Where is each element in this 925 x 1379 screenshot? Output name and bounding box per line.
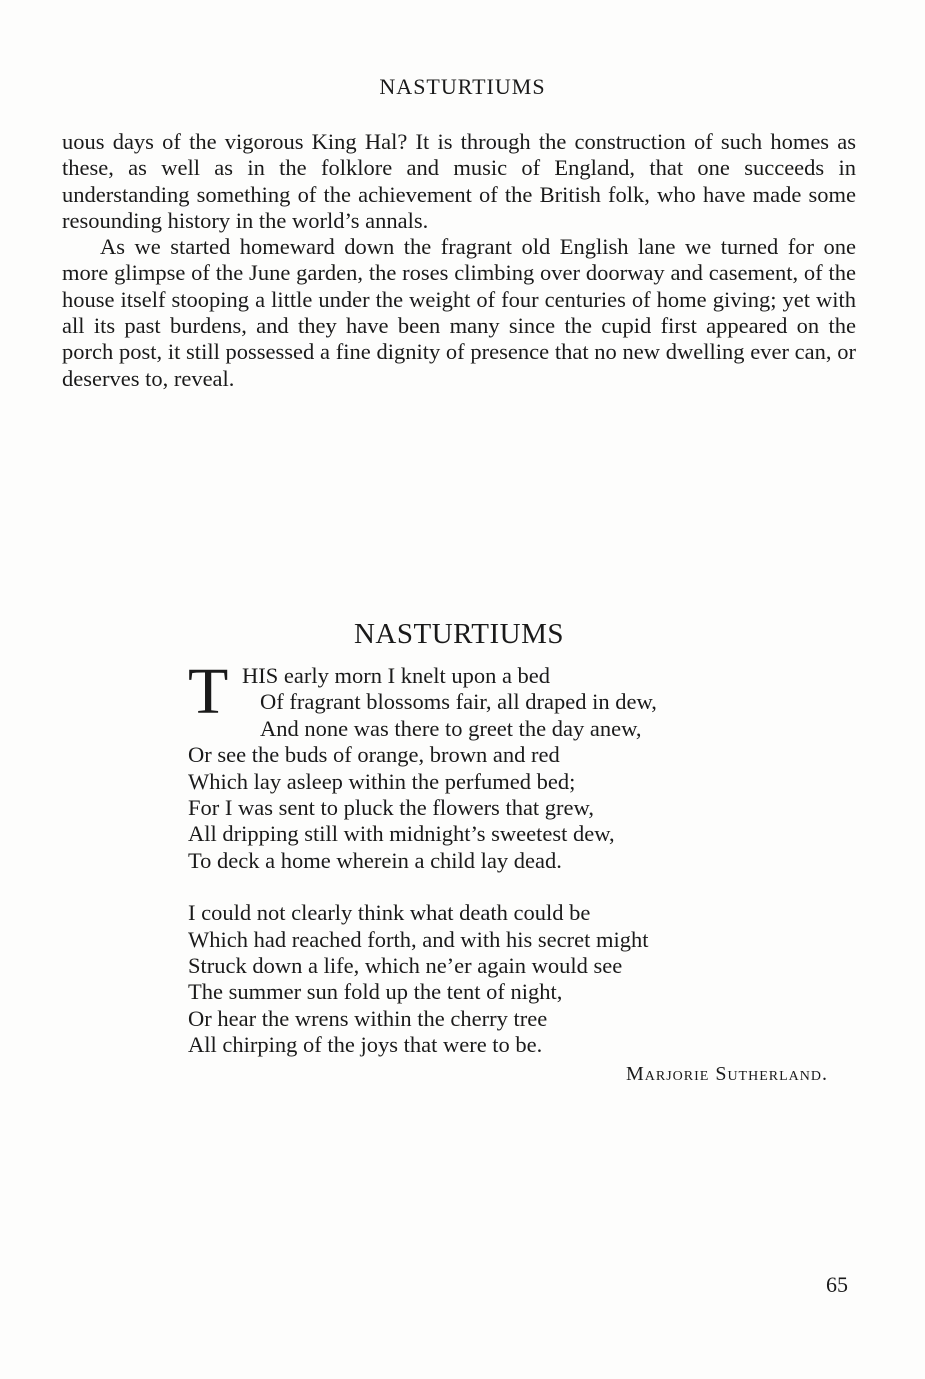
poem-stanza-1 — [188, 655, 828, 874]
poem-line: And none was there to greet the day anew, — [260, 715, 642, 741]
poem-line: Struck down a life, which ne’er again would see — [188, 952, 623, 978]
page-number: 65 — [826, 1272, 848, 1297]
poem — [188, 655, 828, 1058]
poem-line: Or hear the wrens within the cherry tree — [188, 1005, 548, 1031]
running-head: NASTURTIUMS — [379, 74, 546, 99]
poem-title: NASTURTIUMS — [353, 618, 564, 650]
poem-stanza-2 — [188, 900, 828, 1058]
prose-section — [62, 129, 856, 392]
poem-line: For I was sent to pluck the flowers that grew, — [188, 794, 594, 820]
poem-line: Which lay asleep within the perfumed bed; — [188, 768, 576, 794]
poem-line: Which had reached forth, and with his secret might — [188, 926, 649, 952]
poem-line: I could not clearly think what death could be — [188, 900, 591, 926]
poem-line-text: HIS early morn I knelt upon a bed — [242, 663, 551, 688]
poem-line: The summer sun fold up the tent of night, — [188, 979, 563, 1005]
prose-paragraph-2: As we started homeward down the fragrant old English lane we turned for one more glimpse of the June garden, the roses climbing over doorway and casement, of the house itself stooping a little under the weight of four centuries of home giving; yet with all its past burdens, and they have been many since the cupid first appeared on the porch post, it still possessed a fine dignity of presence that no new dwelling ever can, or deserves to, reveal. — [62, 234, 856, 391]
poem-line: All chirping of the joys that were to be. — [188, 1032, 543, 1058]
poem-line: Or see the buds of orange, brown and red — [188, 742, 560, 768]
poem-line: All dripping still with midnight’s sweetest dew, — [188, 821, 615, 847]
poem-line — [188, 663, 828, 689]
drop-cap: T — [188, 655, 229, 728]
prose-paragraph-1: uous days of the vigorous King Hal? It is through the construction of such homes as these, as well as in the folklore and music of England, that one succeeds in understanding something of the achievement of the British folk, who have made some resounding history in the world’s annals. — [62, 129, 856, 233]
poem-author: Marjorie Sutherland. — [625, 1063, 828, 1085]
poem-line: Of fragrant blossoms fair, all draped in dew, — [260, 689, 657, 715]
poem-line: To deck a home wherein a child lay dead. — [188, 847, 562, 873]
